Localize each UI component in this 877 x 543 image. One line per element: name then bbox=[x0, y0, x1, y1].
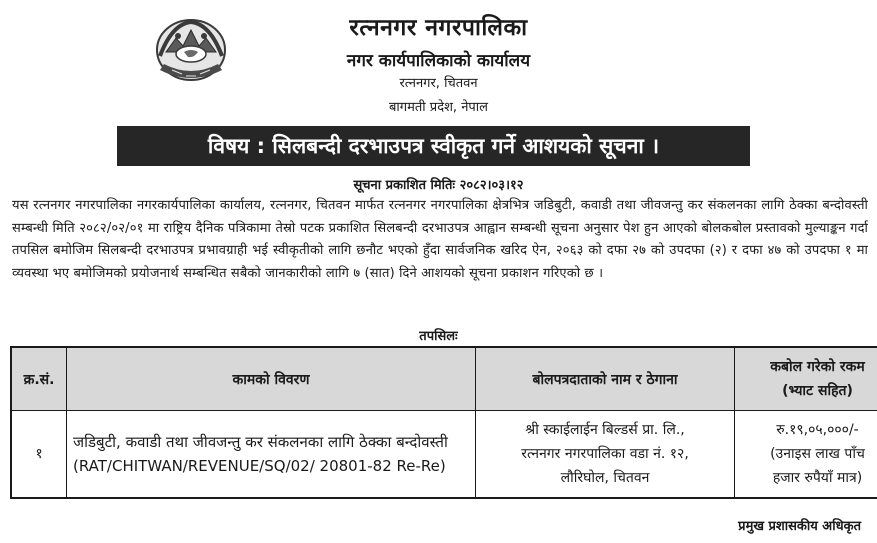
annex-label: तपसिलः bbox=[419, 329, 458, 344]
bidder-name: श्री स्काईलाईन बिल्डर्स प्रा. लि., bbox=[525, 422, 685, 438]
header-amount bbox=[735, 347, 877, 411]
office-location: रत्ननगर, चितवन bbox=[399, 76, 478, 91]
row-amount bbox=[735, 411, 877, 499]
signatory-title: प्रमुख प्रशासकीय अधिकृत bbox=[738, 519, 861, 534]
publication-date: सूचना प्रकाशित मितिः २०८२।०३।१२ bbox=[353, 178, 524, 193]
amount-figure: रु.१९,०५,०००/- bbox=[776, 422, 859, 438]
amount-words-line2: हजार रुपैयाँ मात्र) bbox=[772, 470, 863, 486]
row-bidder bbox=[476, 411, 735, 499]
table-row bbox=[11, 411, 877, 499]
row-description: जडिबुटी, कवाडी तथा जीवजन्तु कर संकलनका लागि ठेक्का बन्दोवस्ती (RAT/CHITWAN/REVENUE/SQ/02/ 20801-82 Re-Re) bbox=[67, 411, 476, 499]
row-sn: १ bbox=[11, 411, 67, 499]
header-amount-label: कबोल गरेको रकम bbox=[770, 359, 865, 375]
bidder-address-ward: रत्ननगर नगरपालिका वडा नं. १२, bbox=[521, 446, 689, 462]
header-bidder: बोलपत्रदाताको नाम र ठेगाना bbox=[476, 347, 735, 411]
award-table bbox=[10, 346, 877, 499]
municipality-name: रत्ननगर नगरपालिका bbox=[349, 15, 528, 41]
table-header-row bbox=[11, 347, 877, 411]
bidder-address-place: लौरिघोल, चितवन bbox=[560, 470, 650, 486]
province-country: बागमती प्रदेश, नेपाल bbox=[389, 100, 488, 115]
subject-text: विषय : सिलबन्दी दरभाउपत्र स्वीकृत गर्ने आशयको सूचना । bbox=[207, 134, 660, 158]
notice-body: यस रत्ननगर नगरपालिका नगरकार्यपालिका कार्यालय, रत्ननगर, चितवन मार्फत रत्ननगर नगरपालिका क्षेत्रभित्र जडिबुटी, कवाडी तथा जीवजन्तु कर संकलनका लागि ठेक्का बन्दोवस्ती सम्बन्धी मिति २०८२/०२/०१ मा राष्ट्रिय दैनिक पत्रिकामा तेस्रो पटक प्रकाशित सिलबन्दी दरभाउपत्र आह्वान सम्बन्धी सूचना अनुसार पेश हुन आएको बोलकबोल प्रस्तावको मुल्याङ्कन गर्दा तपसिल बमोजिम सिलबन्दी दरभाउपत्र प्रभावग्राही भई स्वीकृतीको लागि छनौट भएको हुँदा सार्वजनिक खरिद ऐन, २०६३ को दफा २७ को उपदफा (२) र दफा ४७ को उपदफा १ मा व्यवस्था भए बमोजिमको प्रयोजनार्थ सम्बन्धित सबैको जानकारीको लागि ७ (सात) दिने आशयको सूचना प्रकाशन गरिएको छ । bbox=[12, 198, 868, 281]
office-name: नगर कार्यपालिकाको कार्यालय bbox=[346, 51, 531, 71]
header-description: कामको विवरण bbox=[67, 347, 476, 411]
subject-banner bbox=[117, 126, 750, 166]
header-sn: क्र.सं. bbox=[11, 347, 67, 411]
header-amount-vat: (भ्याट सहित) bbox=[782, 383, 853, 399]
amount-words-line1: (उनाइस लाख पाँच bbox=[770, 446, 865, 462]
